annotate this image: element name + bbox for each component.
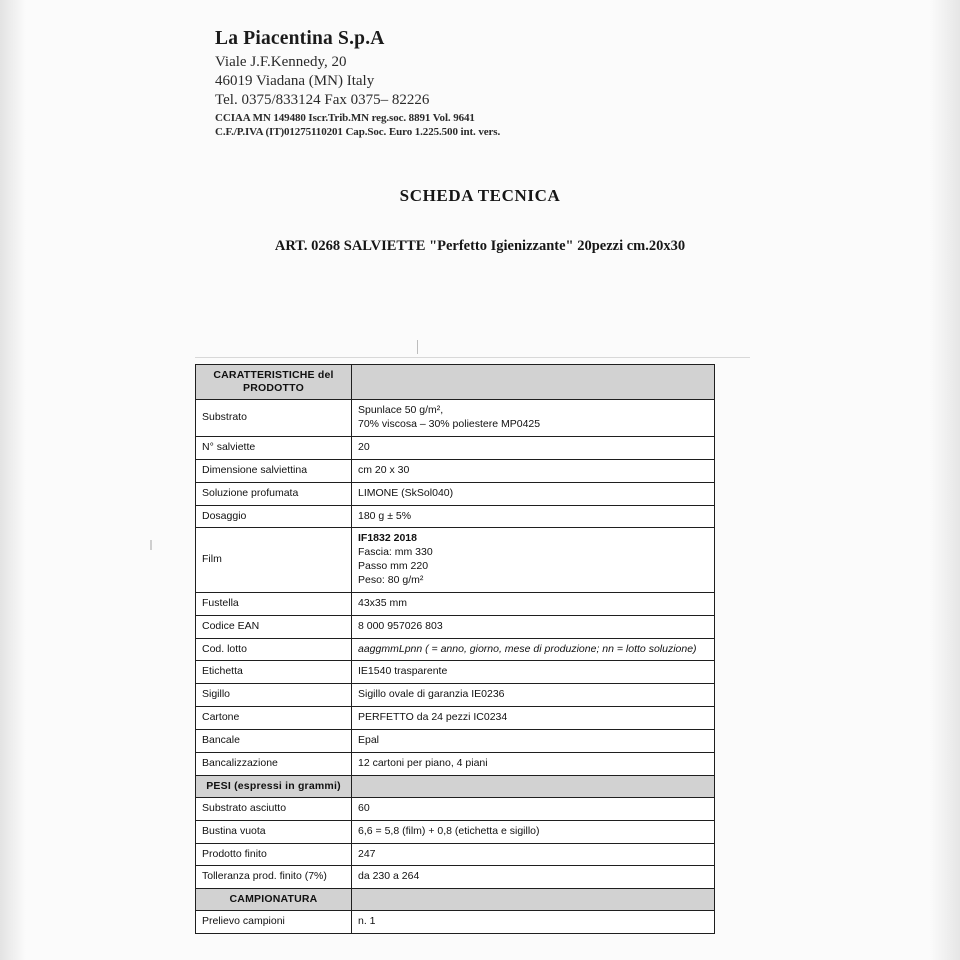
row-label-codice-ean: Codice EAN: [196, 615, 352, 638]
table-row: [196, 505, 715, 528]
film-line-4: Peso: 80 g/m²: [358, 573, 424, 586]
table-row: [196, 638, 715, 661]
film-line-2: Fascia: mm 330: [358, 546, 433, 559]
row-label-prodotto-finito: Prodotto finito: [196, 843, 352, 866]
table-section-header-sampling: [196, 889, 715, 911]
article-heading: ART. 0268 SALVIETTE "Perfetto Igienizzante" 20pezzi cm.20x30: [274, 238, 686, 254]
table-row: [196, 752, 715, 775]
row-value-substrato: [352, 400, 715, 437]
film-line-3: Passo mm 220: [358, 560, 429, 573]
row-value-tolleranza: da 230 a 264: [352, 866, 715, 889]
table-row: [196, 459, 715, 482]
row-value-sigillo: Sigillo ovale di garanzia IE0236: [352, 684, 715, 707]
scan-artifact-mark-left: [150, 540, 152, 550]
row-label-film: Film: [196, 528, 352, 592]
row-label-dosaggio: Dosaggio: [196, 505, 352, 528]
row-value-film: [352, 528, 715, 592]
row-label-bustina-vuota: Bustina vuota: [196, 820, 352, 843]
table-row: [196, 707, 715, 730]
row-label-soluzione: Soluzione profumata: [196, 482, 352, 505]
section-filler-product: [352, 365, 715, 400]
section-filler-weights: [352, 775, 715, 797]
table-section-header-weights: [196, 775, 715, 797]
spec-table-body: [196, 365, 715, 934]
product-spec-table: [195, 364, 715, 934]
row-value-bancale: Epal: [352, 730, 715, 753]
table-row: [196, 436, 715, 459]
table-row: [196, 684, 715, 707]
letterhead: [215, 28, 675, 139]
table-row: [196, 843, 715, 866]
row-label-bancalizzazione: Bancalizzazione: [196, 752, 352, 775]
substrato-line-1: Spunlace 50 g/m²,: [358, 404, 444, 417]
row-label-cod-lotto: Cod. lotto: [196, 638, 352, 661]
table-row: [196, 797, 715, 820]
company-name: La Piacentina S.p.A: [215, 28, 385, 49]
row-label-cartone: Cartone: [196, 707, 352, 730]
row-label-substrato-asciutto: Substrato asciutto: [196, 797, 352, 820]
separator-line: [195, 357, 750, 358]
row-value-substrato-asciutto: 60: [352, 797, 715, 820]
row-label-dimensione: Dimensione salviettina: [196, 459, 352, 482]
row-label-substrato: Substrato: [196, 400, 352, 437]
table-row: [196, 661, 715, 684]
table-row: [196, 730, 715, 753]
row-label-etichetta: Etichetta: [196, 661, 352, 684]
company-address-line-2: 46019 Viadana (MN) Italy: [215, 73, 375, 90]
section-title-weights: PESI (espressi in grammi): [196, 775, 352, 797]
row-value-cartone: PERFETTO da 24 pezzi IC0234: [352, 707, 715, 730]
row-label-sigillo: Sigillo: [196, 684, 352, 707]
row-value-dosaggio: 180 g ± 5%: [352, 505, 715, 528]
row-value-codice-ean: 8 000 957026 803: [352, 615, 715, 638]
row-value-bancalizzazione: 12 cartoni per piano, 4 piani: [352, 752, 715, 775]
company-phone-fax: Tel. 0375/833124 Fax 0375– 82226: [215, 92, 430, 109]
table-row: [196, 866, 715, 889]
table-row: [196, 615, 715, 638]
row-value-etichetta: IE1540 trasparente: [352, 661, 715, 684]
section-filler-sampling: [352, 889, 715, 911]
row-value-n-salviette: 20: [352, 436, 715, 459]
table-row: [196, 400, 715, 437]
film-line-1: IF1832 2018: [358, 532, 417, 545]
table-row: [196, 528, 715, 592]
section-title-product: CARATTERISTICHE del PRODOTTO: [196, 365, 352, 400]
row-label-prelievo-campioni: Prelievo campioni: [196, 911, 352, 934]
table-row: [196, 911, 715, 934]
row-value-soluzione: LIMONE (SkSol040): [352, 482, 715, 505]
scan-artifact-tick: [417, 340, 418, 354]
company-registry-line-1: CCIAA MN 149480 Iscr.Trib.MN reg.soc. 8891 Vol. 9641: [215, 111, 475, 124]
document-title: SCHEDA TECNICA: [399, 186, 561, 205]
row-value-prelievo-campioni: n. 1: [352, 911, 715, 934]
row-label-bancale: Bancale: [196, 730, 352, 753]
row-value-prodotto-finito: 247: [352, 843, 715, 866]
table-section-header-product: [196, 365, 715, 400]
table-row: [196, 592, 715, 615]
table-row: [196, 482, 715, 505]
section-title-sampling: CAMPIONATURA: [196, 889, 352, 911]
row-value-bustina-vuota: 6,6 = 5,8 (film) + 0,8 (etichetta e sigillo): [352, 820, 715, 843]
row-value-fustella: 43x35 mm: [352, 592, 715, 615]
company-registry-line-2: C.F./P.IVA (IT)01275110201 Cap.Soc. Euro 1.225.500 int. vers.: [215, 125, 501, 138]
row-label-fustella: Fustella: [196, 592, 352, 615]
substrato-line-2: 70% viscosa – 30% poliestere MP0425: [358, 418, 541, 431]
row-value-cod-lotto: aaggmmLpnn ( = anno, giorno, mese di produzione; nn = lotto soluzione): [352, 638, 715, 661]
company-address-line-1: Viale J.F.Kennedy, 20: [215, 54, 347, 70]
row-value-dimensione: cm 20 x 30: [352, 459, 715, 482]
table-row: [196, 820, 715, 843]
row-label-tolleranza: Tolleranza prod. finito (7%): [196, 866, 352, 889]
row-label-n-salviette: N° salviette: [196, 436, 352, 459]
